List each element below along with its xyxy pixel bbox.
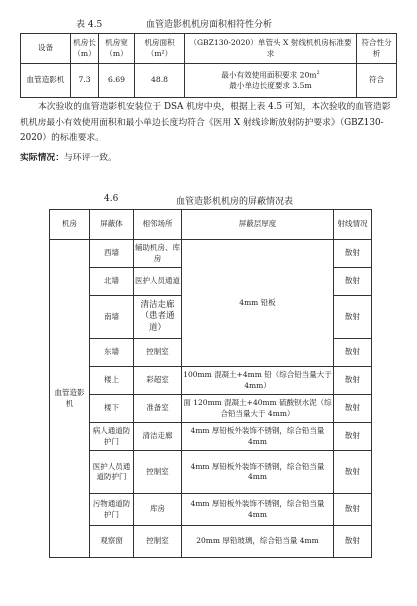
table2-thickness-8: 4mm 厚铅板外装饰不锈钢，综合铅当量 4mm [182,494,334,526]
table2-adjacent-2: 清洁走廊（患者通道） [134,296,182,339]
table2-thickness-5: 面 120mm 混凝土+40mm 硫酸钡水泥（综合铅当量大于 4mm） [182,395,334,423]
table2-result-5: 散射 [334,395,372,423]
table2-header-shield: 屏蔽体 [90,210,134,240]
table1-header-standard: （GBZ130-2020）单管头 X 射线机机房标准要求 [185,34,357,64]
table2-header-thickness: 屏蔽层厚度 [182,210,334,240]
table2-result-3: 散射 [334,339,372,367]
table1-header-device: 设备 [21,34,71,64]
table2-adjacent-9: 控制室 [134,526,182,558]
table-row [21,64,397,98]
table-row [50,451,372,494]
table1-standard-sup: 2 [316,69,320,76]
table2-adjacent-7: 控制室 [134,451,182,494]
table2-thickness-6: 4mm 厚铅板外装饰不锈钢，综合铅当量 4mm [182,423,334,451]
table2-result-9: 散射 [334,526,372,558]
table1-header-row [21,34,397,64]
table2-number: 4.6 [104,194,119,204]
table1-standard-line2: 最小单边长度要求 3.5m [229,80,312,90]
table1-standard [185,64,357,98]
table2-shared-thickness: 4mm 铅板 [182,240,334,367]
shielding-table [49,209,372,558]
table1-width: 6.69 [99,64,135,98]
table2-adjacent-8: 库房 [134,494,182,526]
table1-number: 表 4.5 [76,20,103,30]
table2-adjacent-0: 辅助机房、库房 [134,240,182,268]
table1-length: 7.3 [71,64,99,98]
paragraph-1: 本次验收的血管造影机安装位于 DSA 机房中央，根据上表 4.5 可知，本次验收的血管造影机机房最小有效使用面积和最小单边长度均符合《医用 X 射线诊断放射防护要求》（GBZ130-2020）的标准要求。 [20,102,391,144]
table2-result-6: 散射 [334,423,372,451]
table2-adjacent-3: 控制室 [134,339,182,367]
table2-thickness-4: 100mm 混凝土+4mm 铅（综合铅当量大于 4mm） [182,367,334,395]
table2-result-0: 散射 [334,240,372,268]
actual-text: 与环评一致。 [64,152,117,163]
table2-header-room: 机房 [50,210,90,240]
table2-header-adjacent: 相邻场所 [134,210,182,240]
table2-shield-5: 楼下 [90,395,134,423]
table2-shield-7: 医护人员通道防护门 [90,451,134,494]
table-row [50,423,372,451]
table2-adjacent-5: 准备室 [134,395,182,423]
table2-header-result: 射线情况 [334,210,372,240]
table-row [50,494,372,526]
table1-device: 血管造影机 [21,64,71,98]
table1-result: 符合 [357,64,397,98]
table2-adjacent-4: 彩超室 [134,367,182,395]
table2-header-row [50,210,372,240]
table-row [50,240,372,268]
table2-result-4: 散射 [334,367,372,395]
area-compliance-table [20,33,397,98]
table2-shield-2: 南墙 [90,296,134,339]
table1-header-length: 机房长（m） [71,34,99,64]
table2-title: 血管造影机机房的屏蔽情况表 [176,197,294,207]
table-row [50,526,372,558]
table-row [50,367,372,395]
table2-adjacent-1: 医护人员通道 [134,268,182,296]
table2-shield-3: 东墙 [90,339,134,367]
table2-result-1: 散射 [334,268,372,296]
table2-shield-1: 北墙 [90,268,134,296]
table2-shield-8: 污物通道防护门 [90,494,134,526]
table2-shield-9: 观察窗 [90,526,134,558]
actual-line [20,151,396,167]
table1-standard-line1: 最小有效使用面积要求 20m [221,70,317,80]
table2-room: 血管造影机 [50,240,90,558]
table2-shield-4: 楼上 [90,367,134,395]
table1-header-result: 符合性分析 [357,34,397,64]
table2-shield-0: 西墙 [90,240,134,268]
table1-area: 48.8 [135,64,185,98]
table2-result-8: 散射 [334,494,372,526]
table2-adjacent-6: 清洁走廊 [134,423,182,451]
actual-label: 实际情况： [20,152,64,163]
table2-thickness-7: 4mm 厚铅板外装饰不锈钢，综合铅当量 4mm [182,451,334,494]
table2-result-2: 散射 [334,296,372,339]
table1-title: 血管造影机机房面积相符性分析 [146,20,273,30]
table-row [50,395,372,423]
table1-header-area: 机房面积（m²） [135,34,185,64]
table2-shield-6: 病人通道防护门 [90,423,134,451]
table2-result-7: 散射 [334,451,372,494]
table2-thickness-9: 20mm 厚铅玻璃，综合铅当量 4mm [182,526,334,558]
table1-header-width: 机房宽（m） [99,34,135,64]
body-text [20,100,396,166]
